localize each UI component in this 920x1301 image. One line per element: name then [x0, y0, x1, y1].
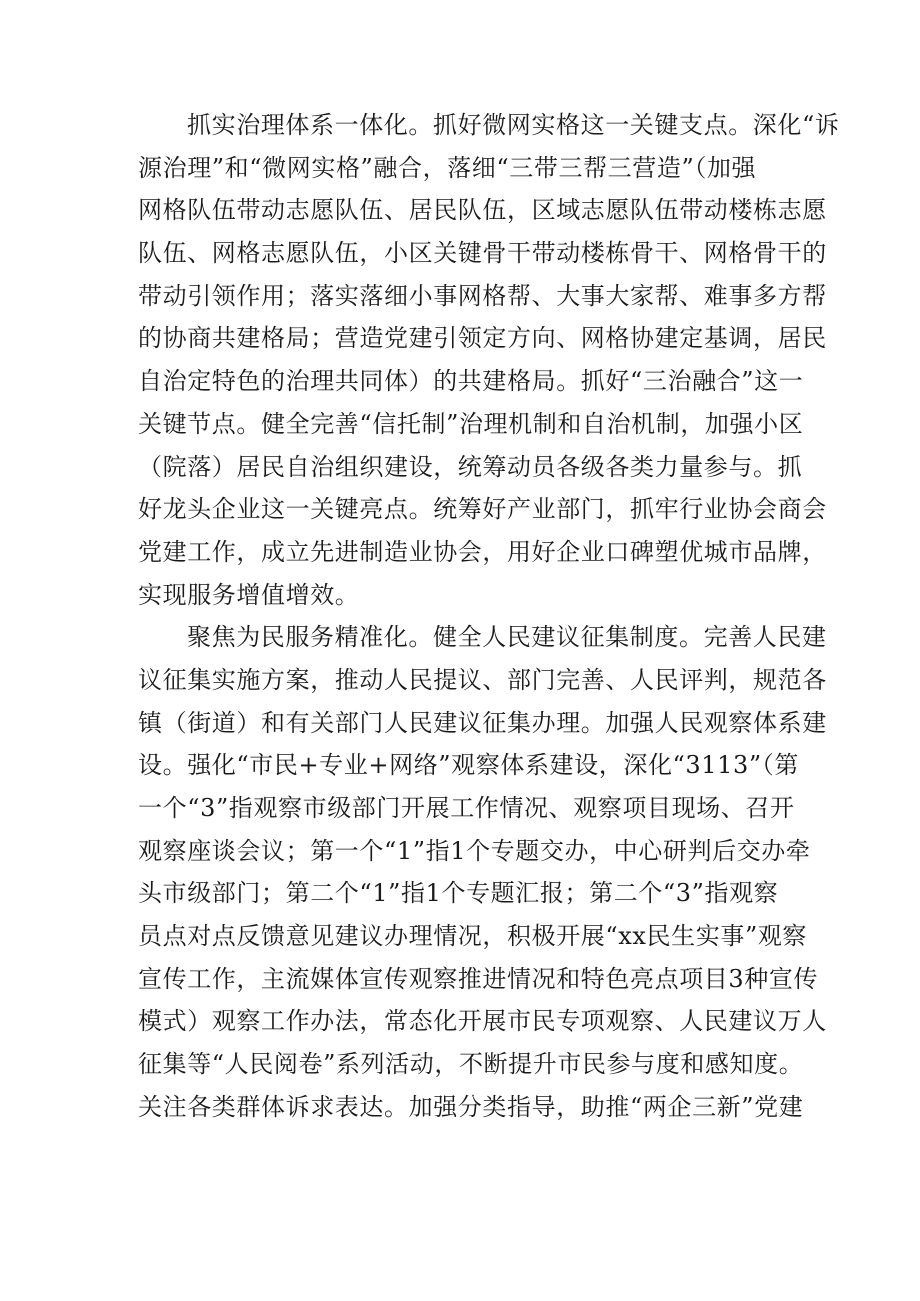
text-line: 议征集实施方案，推动人民提议、部门完善、人民评判，规范各 — [138, 665, 827, 694]
text-line: 镇（街道）和有关部门人民建议征集办理。加强人民观察体系建 — [138, 708, 827, 737]
text-line: 模式）观察工作办法，常态化开展市民专项观察、人民建议万人 — [138, 1007, 827, 1036]
text-line: 网格队伍带动志愿队伍、居民队伍，区域志愿队伍带动楼栋志愿 — [138, 196, 827, 225]
text-line: 设。强化“市民+专业+网络”观察体系建设，深化“3113”（第 — [138, 751, 799, 780]
text-line: 一个“3”指观察市级部门开展工作情况、观察项目现场、召开 — [138, 794, 795, 822]
text-line: 好龙头企业这一关键亮点。统筹好产业部门，抓牢行业协会商会 — [138, 495, 827, 524]
text-line: 聚焦为民服务精准化。健全人民建议征集制度。完善人民建 — [187, 623, 827, 652]
text-line: 关键节点。健全完善“信托制”治理机制和自治机制，加强小区 — [138, 409, 804, 438]
document-body — [138, 104, 840, 1129]
text-line: 观察座谈会议；第一个“1”指1个专题交办，中心研判后交办牵 — [138, 836, 811, 865]
text-line: 带动引领作用；落实落细小事网格帮、大事大家帮、难事多方帮 — [138, 281, 827, 310]
text-line: 队伍、网格志愿队伍，小区关键骨干带动楼栋骨干、网格骨干的 — [138, 239, 827, 268]
text-line: 征集等“人民阅卷”系列活动，不断提升市民参与度和感知度。 — [138, 1050, 804, 1079]
text-line: 员点对点反馈意见建议办理情况，积极开展“xx民生实事”观察 — [138, 922, 808, 951]
text-line: 宣传工作，主流媒体宣传观察推进情况和特色亮点项目3种宣传 — [138, 964, 819, 993]
text-line: 头市级部门；第二个“1”指1个专题汇报；第二个“3”指观察 — [138, 879, 779, 908]
text-line: 源治理”和“微网实格”融合，落细“三带三帮三营造”（加强 — [138, 153, 757, 182]
text-line: 抓实治理体系一体化。抓好微网实格这一关键支点。深化“诉 — [187, 111, 840, 139]
text-line: 自治定特色的治理共同体）的共建格局。抓好“三治融合”这一 — [138, 367, 804, 396]
text-line: 关注各类群体诉求表达。加强分类指导，助推“两企三新”党建 — [138, 1092, 804, 1121]
paragraph-public-service — [138, 616, 827, 1128]
text-line: （院落）居民自治组织建设，统筹动员各级各类力量参与。抓 — [138, 452, 803, 481]
text-line: 的协商共建格局；营造党建引领定方向、网格协建定基调，居民 — [138, 324, 827, 353]
text-line: 实现服务增值增效。 — [138, 580, 360, 609]
text-line: 党建工作，成立先进制造业协会，用好企业口碑塑优城市品牌， — [138, 537, 827, 566]
paragraph-governance — [138, 104, 840, 616]
